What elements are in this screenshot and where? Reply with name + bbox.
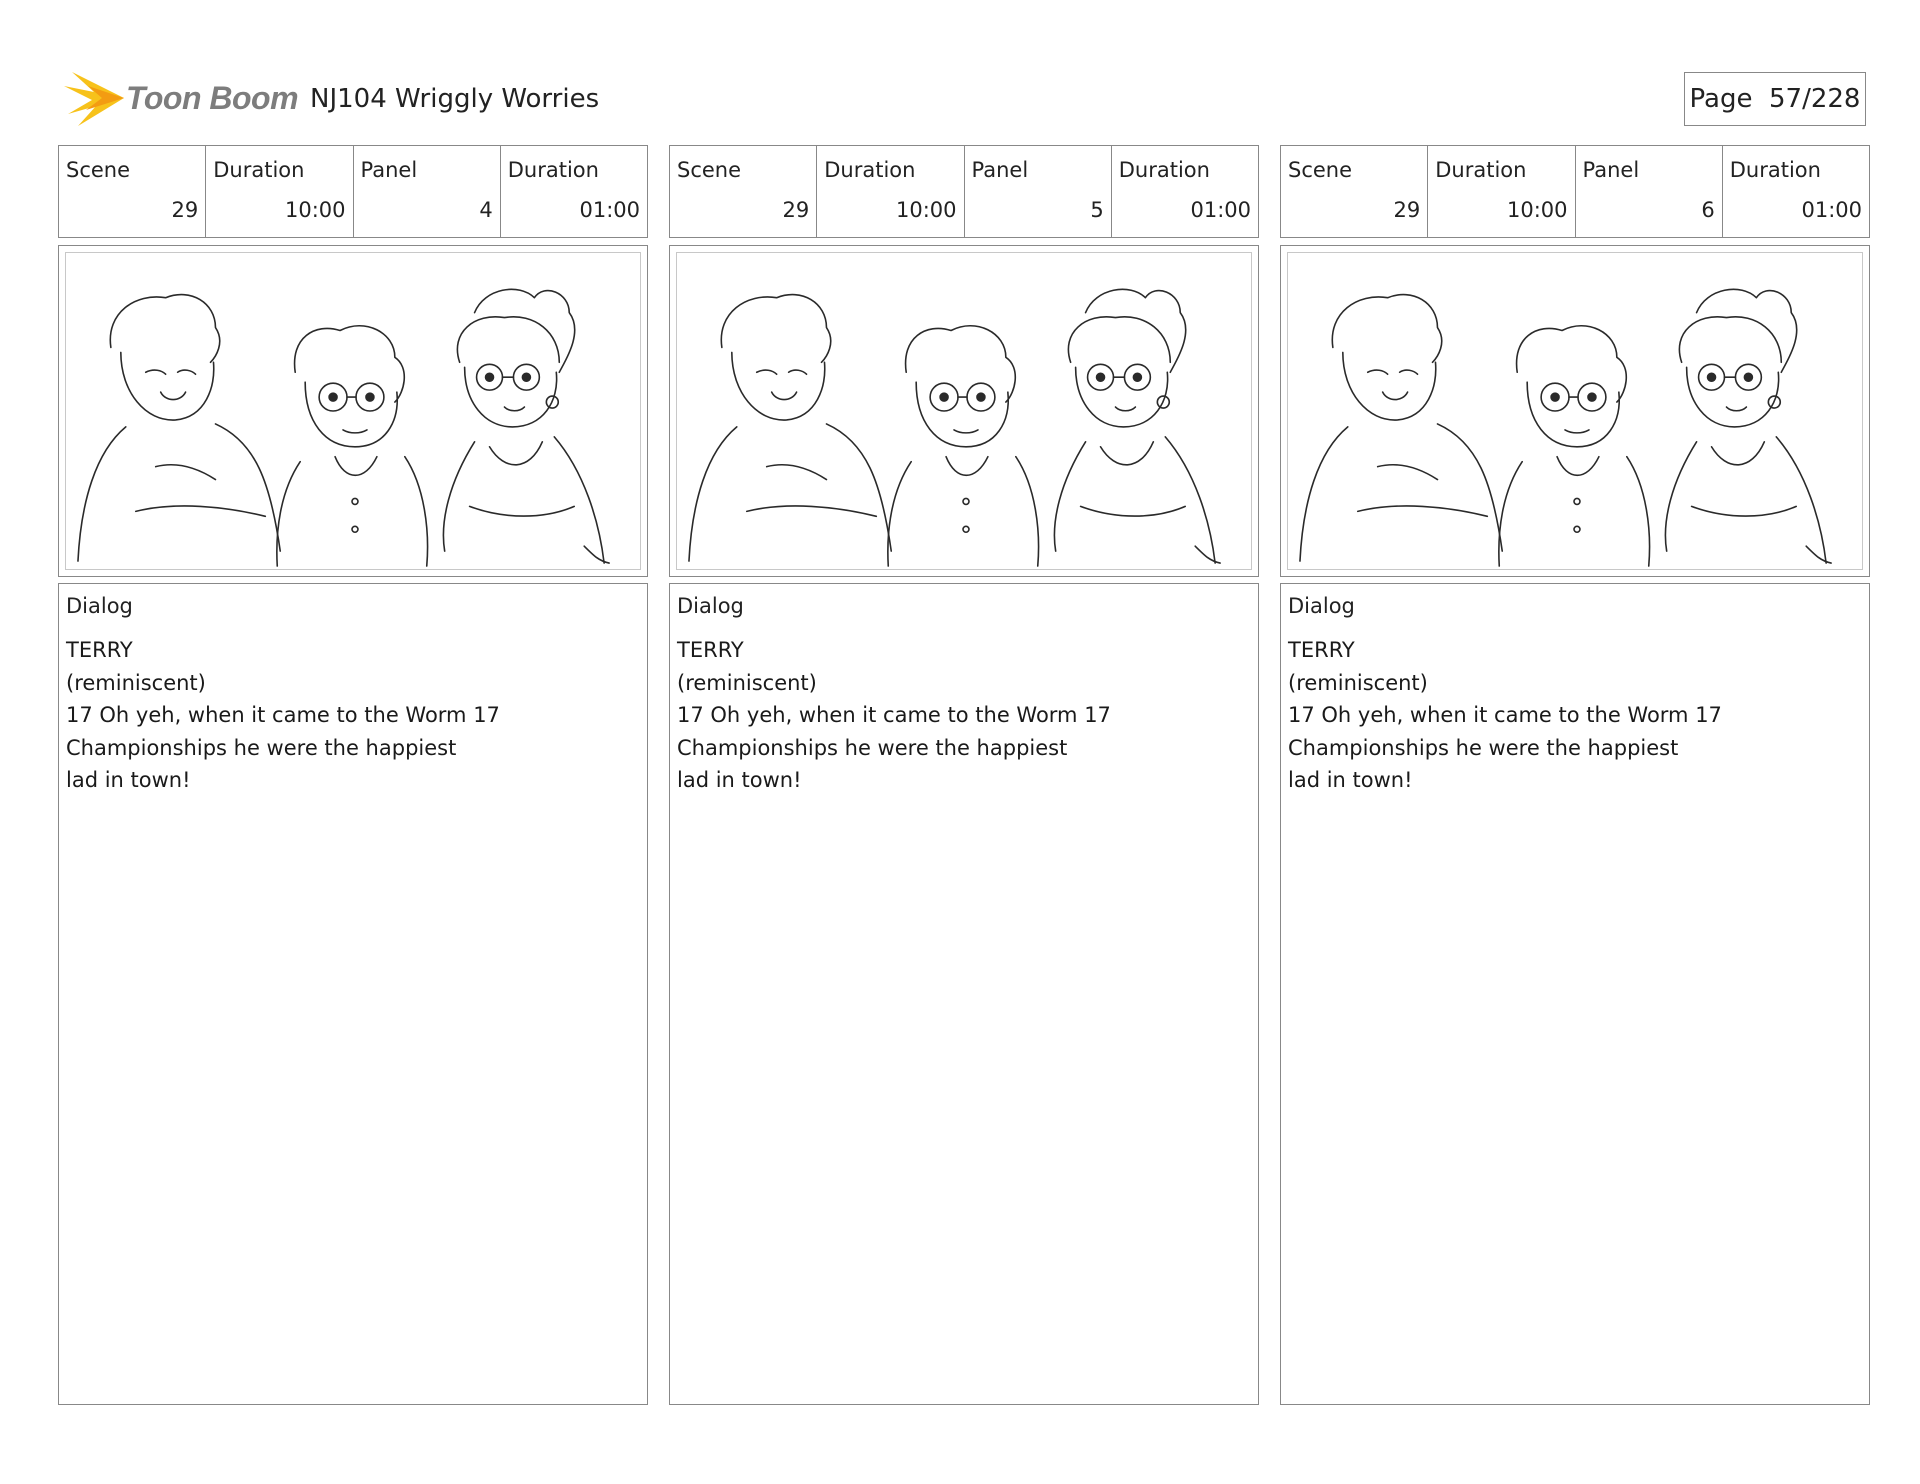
scene-duration-value: 10:00 — [895, 198, 957, 222]
panel-frame — [669, 245, 1259, 577]
toon-boom-logo — [64, 68, 304, 128]
panel-duration-cell — [1722, 146, 1869, 237]
scene-cell — [670, 146, 816, 237]
dialog-box — [58, 583, 648, 1405]
panel-duration-value: 01:00 — [1801, 198, 1862, 222]
dialog-line: lad in town! — [677, 768, 802, 792]
panel-duration-label: Duration — [1729, 158, 1821, 182]
dialog-text — [677, 634, 1111, 797]
dialog-line: lad in town! — [66, 768, 191, 792]
dialog-line: 17 Oh yeh, when it came to the Worm 17 — [1288, 703, 1722, 727]
dialog-box — [669, 583, 1259, 1405]
scene-duration-value: 10:00 — [1506, 198, 1568, 222]
panel-label: Panel — [971, 158, 1029, 182]
scene-label: Scene — [1288, 158, 1353, 182]
dialog-line: lad in town! — [1288, 768, 1413, 792]
scene-label: Scene — [677, 158, 742, 182]
scene-duration-cell — [1427, 146, 1574, 237]
panel-duration-label: Duration — [507, 158, 599, 182]
scene-cell — [59, 146, 205, 237]
panel-number: 6 — [1701, 198, 1715, 222]
panel-number: 4 — [479, 198, 493, 222]
scene-cell — [1281, 146, 1427, 237]
panel-cell — [353, 146, 500, 237]
panel-frame — [1280, 245, 1870, 577]
dialog-line: TERRY — [677, 638, 744, 662]
panel-frame — [58, 245, 648, 577]
panel-info-table — [58, 145, 648, 238]
dialog-line: (reminiscent) — [1288, 670, 1428, 695]
panel-cell — [1575, 146, 1722, 237]
scene-duration-value: 10:00 — [284, 198, 346, 222]
dialog-label: Dialog — [1288, 594, 1355, 618]
scene-duration-cell — [816, 146, 963, 237]
page-indicator — [1684, 72, 1866, 126]
dialog-line: Championships he were the happiest — [66, 735, 457, 760]
panel-info-table — [669, 145, 1259, 238]
storyboard-sketch — [1287, 252, 1863, 570]
scene-number: 29 — [782, 198, 810, 222]
dialog-line: (reminiscent) — [66, 670, 206, 695]
dialog-line: TERRY — [66, 638, 133, 662]
panel-number: 5 — [1090, 198, 1104, 222]
dialog-line: Championships he were the happiest — [1288, 735, 1679, 760]
panel-duration-cell — [1111, 146, 1258, 237]
dialog-line: Championships he were the happiest — [677, 735, 1068, 760]
dialog-label: Dialog — [677, 594, 744, 618]
storyboard-sketch — [65, 252, 641, 570]
scene-label: Scene — [66, 158, 131, 182]
panel-duration-label: Duration — [1118, 158, 1210, 182]
dialog-box — [1280, 583, 1870, 1405]
flame-icon — [64, 68, 128, 128]
panel-duration-cell — [500, 146, 647, 237]
scene-duration-label: Duration — [1435, 158, 1527, 182]
panel-label: Panel — [1582, 158, 1640, 182]
storyboard-sketch — [676, 252, 1252, 570]
panel-label: Panel — [360, 158, 418, 182]
dialog-line: TERRY — [1288, 638, 1355, 662]
scene-number: 29 — [1393, 198, 1421, 222]
panel-duration-value: 01:00 — [1190, 198, 1251, 222]
scene-number: 29 — [171, 198, 199, 222]
panel-duration-value: 01:00 — [579, 198, 640, 222]
scene-duration-label: Duration — [824, 158, 916, 182]
dialog-label: Dialog — [66, 594, 133, 618]
dialog-text — [1288, 634, 1722, 797]
page-label: Page — [1689, 84, 1753, 114]
scene-duration-cell — [205, 146, 352, 237]
logo-text: Toon Boom — [126, 80, 299, 116]
dialog-line: 17 Oh yeh, when it came to the Worm 17 — [66, 703, 500, 727]
panel-info-table — [1280, 145, 1870, 238]
dialog-line: (reminiscent) — [677, 670, 817, 695]
document-title: NJ104 Wriggly Worries — [310, 84, 600, 114]
scene-duration-label: Duration — [213, 158, 305, 182]
dialog-line: 17 Oh yeh, when it came to the Worm 17 — [677, 703, 1111, 727]
page-header — [58, 62, 1870, 130]
dialog-text — [66, 634, 500, 797]
page-number: 57/228 — [1769, 84, 1861, 114]
panel-cell — [964, 146, 1111, 237]
